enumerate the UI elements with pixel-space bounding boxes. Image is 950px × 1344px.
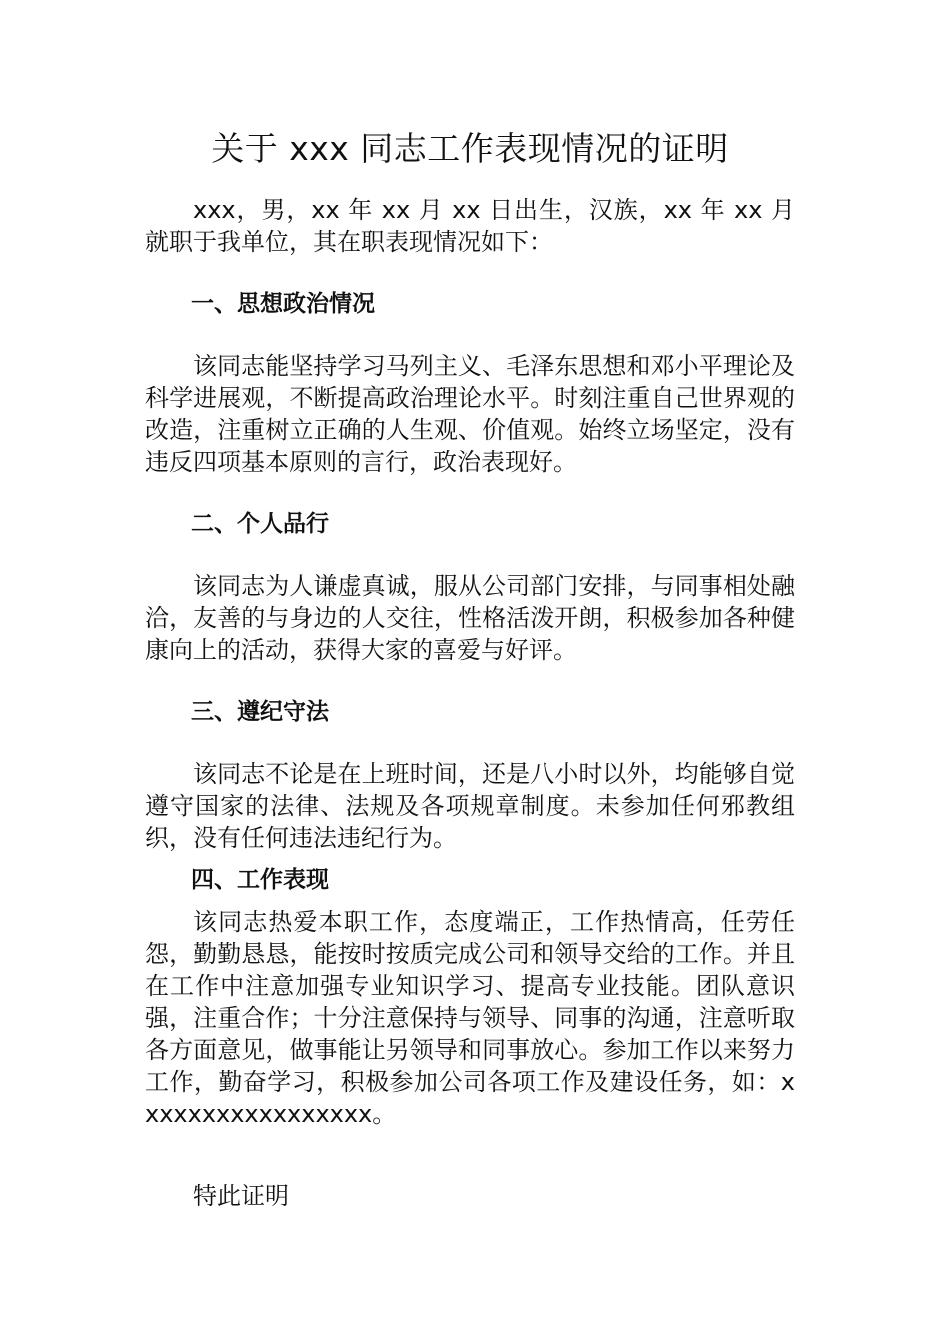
section-body-political: 该同志能坚持学习马列主义、毛泽东思想和邓小平理论及科学进展观，不断提高政治理论水平。时刻注重自己世界观的改造，注重树立正确的人生观、价值观。始终立场坚定，没有违反四项基本原则的言行，政治表现好。 bbox=[145, 352, 795, 476]
closing-statement: 特此证明 bbox=[193, 1182, 289, 1210]
section-heading-work: 四、工作表现 bbox=[191, 867, 329, 893]
section-heading-political: 一、思想政治情况 bbox=[191, 291, 375, 317]
document-title: 关于 xxx 同志工作表现情况的证明 bbox=[211, 129, 729, 168]
section-heading-law: 三、遵纪守法 bbox=[191, 699, 329, 725]
document-body bbox=[145, 126, 795, 1212]
section-heading-character: 二、个人品行 bbox=[191, 511, 329, 537]
section-body-work: 该同志热爱本职工作，态度端正，工作热情高，任劳任怨，勤勤恳恳，能按时按质完成公司和领导交给的工作。并且在工作中注意加强专业知识学习、提高专业技能。团队意识强，注重合作；十分注意保持与领导、同事的沟通，注意听取各方面意见，做事能让另领导和同事放心。参加工作以来努力工作，勤奋学习，积极参加公司各项工作及建设任务，如：xxxxxxxxxxxxxxxxx。 bbox=[145, 908, 795, 1128]
section-body-law: 该同志不论是在上班时间，还是八小时以外，均能够自觉遵守国家的法律、法规及各项规章制度。未参加任何邪教组织，没有任何违法违纪行为。 bbox=[145, 760, 795, 852]
intro-paragraph: xxx，男，xx 年 xx 月 xx 日出生，汉族，xx 年 xx 月就职于我单位，其在职表现情况如下： bbox=[145, 196, 795, 256]
section-body-character: 该同志为人谦虚真诚，服从公司部门安排，与同事相处融洽，友善的与身边的人交往，性格活泼开朗，积极参加各种健康向上的活动，获得大家的喜爱与好评。 bbox=[145, 572, 795, 664]
